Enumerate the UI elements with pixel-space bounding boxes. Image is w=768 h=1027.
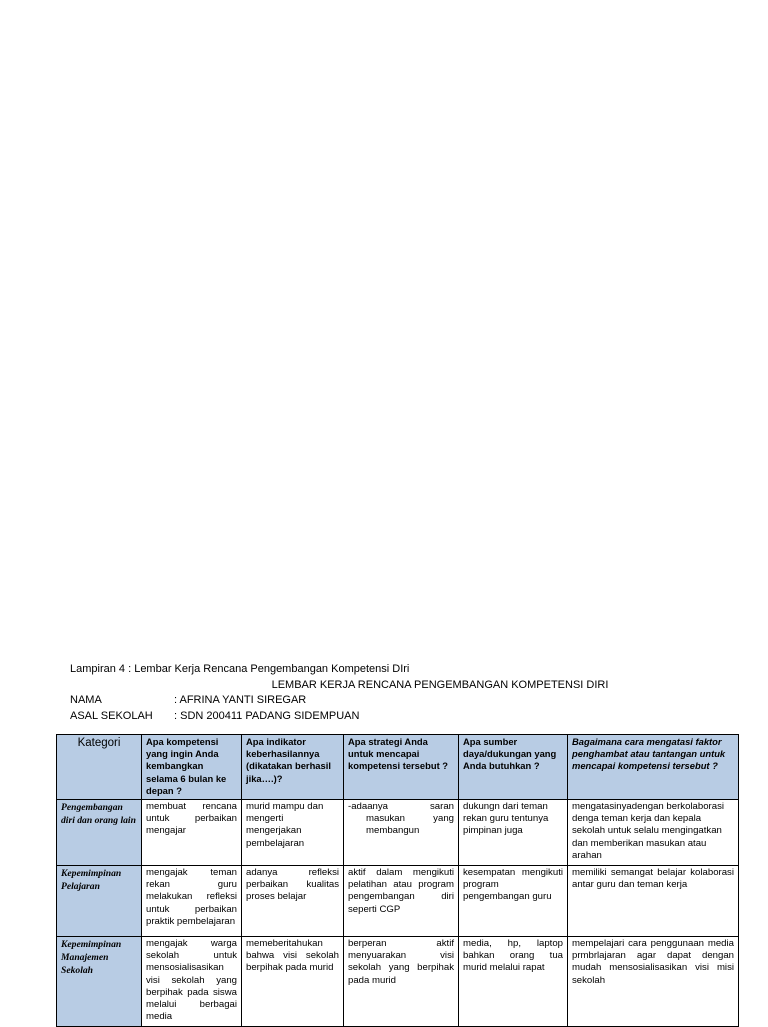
col-header-indikator: Apa indikator keberhasilannya (dikatakan berhasil jika….)? [242, 735, 344, 800]
col-header-kompetensi: Apa kompetensi yang ingin Anda kembangkan selama 6 bulan ke depan ? [142, 735, 242, 800]
row-kategori: Kepemimpinan Manajemen Sekolah [57, 937, 142, 1027]
row-kategori: Kepemimpinan Pelajaran [57, 866, 142, 937]
row-sumber: kesempatan mengikuti program pengembangan guru [459, 866, 568, 937]
row-strategi [344, 800, 459, 866]
row-strategi: berperan aktif menyuarakan visi sekolah yang berpihak pada murid [344, 937, 459, 1027]
table-row [57, 800, 739, 866]
sekolah-value: : SDN 200411 PADANG SIDEMPUAN [174, 709, 360, 722]
row-kompetensi: mengajak warga sekolah untuk mensosialisasikan visi sekolah yang berpihak pada siswa melalui berbagai media [142, 937, 242, 1027]
table-header-row [57, 735, 739, 800]
row-sumber: media, hp, laptop bahkan orang tua murid melalui rapat [459, 937, 568, 1027]
row-kompetensi: mengajak teman rekan guru melakukan refleksi untuk perbaikan praktik pembelajaran [142, 866, 242, 937]
row-penghambat: mengatasinyadengan berkolaborasi denga teman kerja dan kepala sekolah untuk selalu mengingatkan dan memberikan masukan atau arahan [568, 800, 739, 866]
row-strategi-lead: -adaanya saran [348, 801, 454, 813]
document-title: LEMBAR KERJA RENCANA PENGEMBANGAN KOMPETENSI DIRI [271, 678, 609, 691]
nama-label: NAMA [70, 694, 102, 706]
table-row [57, 866, 739, 937]
row-kompetensi: membuat rencana untuk perbaikan mengajar [142, 800, 242, 866]
row-penghambat: mempelajari cara penggunaan media prmbrlajaran agar dapat dengan mudah mensosialisasikan visi misi sekolah [568, 937, 739, 1027]
row-kategori: Pengembangan diri dan orang lain [57, 800, 142, 866]
sekolah-label: ASAL SEKOLAH [70, 709, 153, 722]
row-indikator: adanya refleksi perbaikan kualitas proses belajar [242, 866, 344, 937]
table-row [57, 937, 739, 1027]
col-header-strategi: Apa strategi Anda untuk mencapai kompetensi tersebut ? [344, 735, 459, 800]
col-header-penghambat: Bagaimana cara mengatasi faktor penghambat atau tantangan untuk mencapai kompetensi tersebut ? [568, 735, 739, 800]
col-header-kategori: Kategori [57, 735, 142, 800]
col-header-sumber: Apa sumber daya/dukungan yang Anda butuhkan ? [459, 735, 568, 800]
row-strategi: aktif dalam mengikuti pelatihan atau program pengembangan diri seperti CGP [344, 866, 459, 937]
competency-table [56, 734, 739, 1027]
row-penghambat: memiliki semangat belajar kolaborasi antar guru dan teman kerja [568, 866, 739, 937]
row-sumber: dukungn dari teman rekan guru tentunya pimpinan juga [459, 800, 568, 866]
nama-row [70, 693, 750, 709]
document-header [70, 662, 750, 724]
sekolah-row [70, 709, 750, 725]
row-indikator: murid mampu dan mengerti mengerjakan pembelajaran [242, 800, 344, 866]
row-strategi-rest: masukan yang membangun [366, 813, 454, 837]
nama-value: : AFRINA YANTI SIREGAR [174, 694, 307, 706]
row-indikator: memeberitahukan bahwa visi sekolah berpihak pada murid [242, 937, 344, 1027]
lampiran-line: Lampiran 4 : Lembar Kerja Rencana Pengembangan Kompetensi DIri [70, 663, 410, 675]
